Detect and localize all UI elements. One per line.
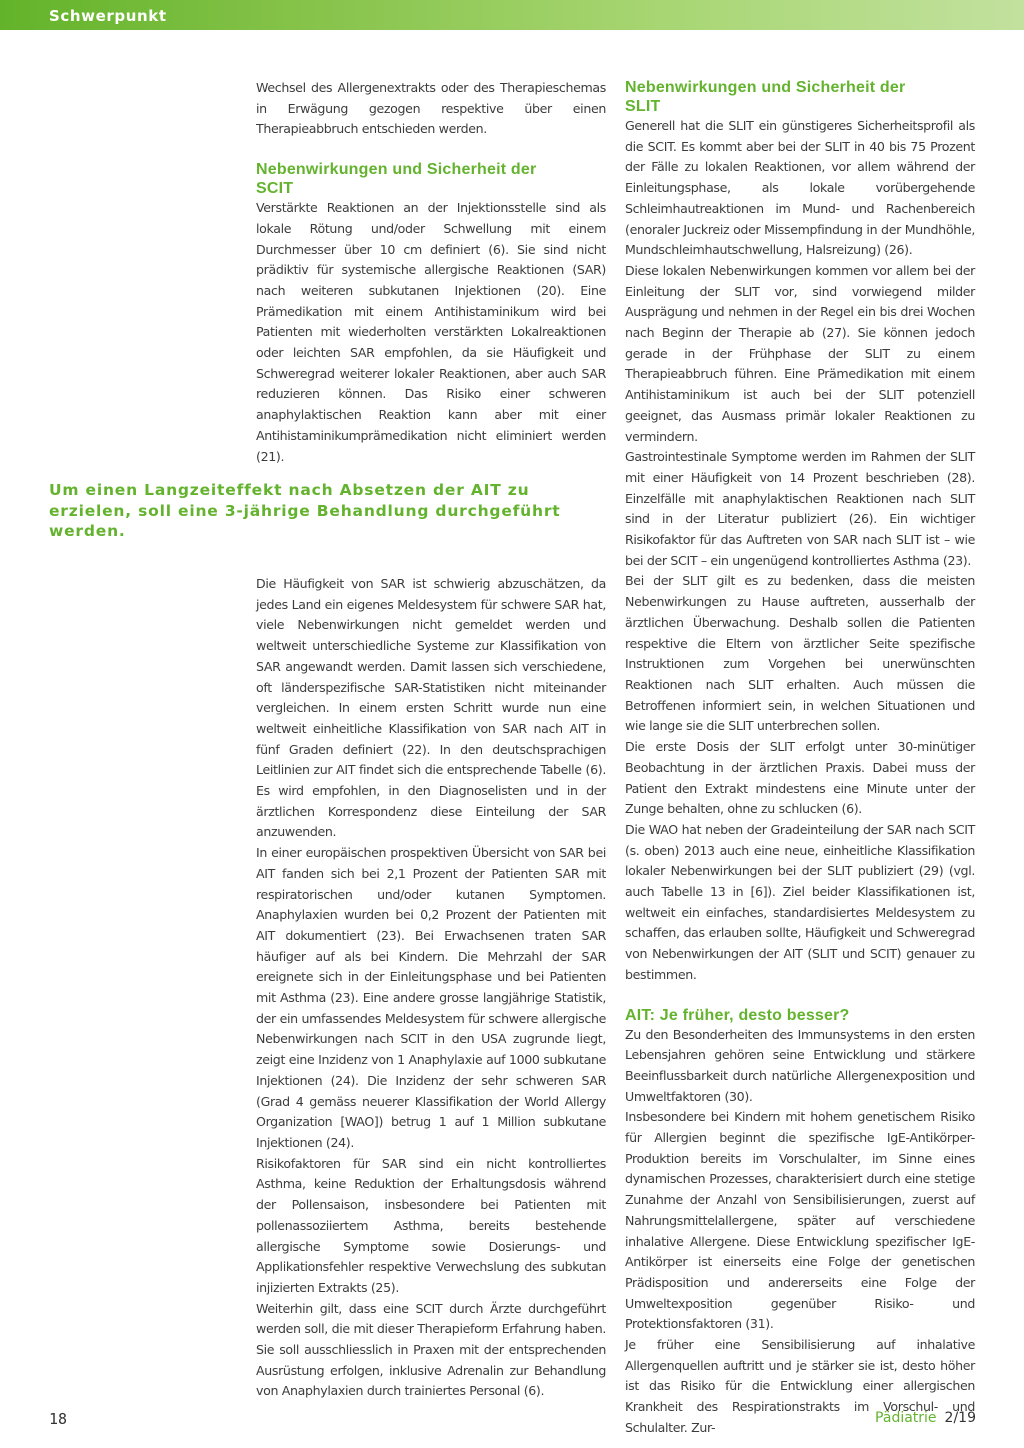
body-paragraph: Risikofaktoren für SAR sind ein nicht kontrolliertes Asthma, keine Reduktion der Erhaltungsdosis während der Pollensaison, insbesondere bei Patienten mit pollenassoziiertem Asthma, bereits bestehende allergische Symptome sowie Dosierungs- und Applikationsfehler respektive Verwechslung des subkutan injizierten Extrakts (25). <box>256 1155 606 1295</box>
page-number: 18 <box>49 1410 68 1428</box>
scit-heading: Nebenwirkungen und Sicherheit der SCIT <box>256 161 537 198</box>
body-paragraph: Bei der SLIT gilt es zu bedenken, dass die meisten Nebenwirkungen zu Hause auftreten, ausserhalb der ärztlichen Überwachung. Deshalb sollen die Patienten respektive die Eltern von ärztlicher Seite spezifische Instruktionen zum Vorgehen bei unerwünschten Reaktionen nach SLIT erhalten. Auch müssen die Betroffenen informiert sein, in welchen Situationen und wie lange sie die SLIT unterbrechen sollen. <box>625 573 975 734</box>
left-column-upper <box>256 78 606 467</box>
journal-footer <box>875 1410 976 1426</box>
body-paragraph: Diese lokalen Nebenwirkungen kommen vor allem bei der Einleitung der SLIT vor, sind vorwiegend milder Ausprägung und nehmen in der Regel ein bis drei Wochen nach Beginn der Therapie ab (27). Sie können jedoch gerade in der Frühphase der SLIT zu einem Therapieabbruch führen. Eine Prämedikation mit einem Antihistaminikum ist auch bei der SLIT potenziell geeignet, das Ausmass primär lokaler Reaktionen zu vermindern. <box>625 262 975 444</box>
issue-number: 2/19 <box>944 1410 976 1426</box>
intro-paragraph: Wechsel des Allergenextrakts oder des Therapieschemas in Erwägung gezogen respektive über einen Therapieabbruch entschieden werden. <box>256 80 606 137</box>
body-paragraph: Insbesondere bei Kindern mit hohem genetischem Risiko für Allergien beginnt die spezifische IgE-Antikörper-Produktion bereits im Vorschulalter, im Sinne eines dynamischen Prozesses, charakterisiert durch eine stetige Zunahme der Anzahl von Sensibilisierungen, zuerst auf Nahrungsmittelallergene, später auf verschiedene inhalative Allergene. Diese Entwicklung spezifischer IgE-Antikörper ist einerseits eine Folge der genetischen Prädisposition und andererseits eine Folge der Umweltexposition gegenüber Risiko- und Protektionsfaktoren (31). <box>625 1109 975 1332</box>
right-column <box>625 78 975 1439</box>
body-paragraph: Die erste Dosis der SLIT erfolgt unter 30-minütiger Beobachtung in der ärztlichen Praxis. Dabei muss der Patient den Extrakt mindestens eine Minute unter der Zunge behalten, ohne zu schlucken (6). <box>625 739 975 817</box>
body-paragraph: In einer europäischen prospektiven Übersicht von SAR bei AIT fanden sich bei 2,1 Prozent der Patienten SAR mit respiratorischen und/oder kutanen Symptomen. Anaphylaxien wurden bei 0,2 Prozent der Patienten mit AIT dokumentiert (23). Bei Erwachsenen traten SAR häufiger auf als bei Kindern. Die Mehrzahl der SAR ereignete sich in der Einleitungsphase und bei Patienten mit Asthma (23). Eine andere grosse langjährige Statistik, der ein umfassendes Meldesystem für schwere allergische Nebenwirkungen nach SCIT in den USA zugrunde liegt, zeigt eine Inzidenz von 1 Anaphylaxie auf 1000 subkutane Injektionen (24). Die Inzidenz der sehr schweren SAR (Grad 4 gemäss neuerer Klassifikation der World Allergy Organization [WAO]) betrug 1 auf 1 Million subkutane Injektionen (24). <box>256 845 606 1150</box>
body-paragraph: Die Häufigkeit von SAR ist schwierig abzuschätzen, da jedes Land ein eigenes Meldesystem für schwere SAR hat, viele Nebenwirkungen nicht gemeldet werden und weltweit unterschiedliche Systeme zur Klassifikation von SAR angewandt werden. Damit lassen sich verschiedene, oft länderspezifische SAR-Statistiken nicht miteinander vergleichen. In einem ersten Schritt wurde nun eine weltweit einheitliche Klassifikation von SAR nach AIT in fünf Graden definiert (22). In den deutschsprachigen Leitlinien zur AIT findet sich die entsprechende Tabelle (6). Es wird empfohlen, in den Diagnoselisten und in der ärztlichen Korrespondenz diese Einteilung der SAR anzuwenden. <box>256 576 606 840</box>
scit-paragraph: Verstärkte Reaktionen an der Injektionsstelle sind als lokale Rötung und/oder Schwellung mit einem Durchmesser über 10 cm definiert (6). Sie sind nicht prädiktiv für systemische allergische Reaktionen (SAR) nach weiteren subkutanen Injektionen (20). Eine Prämedikation mit einem Antihistaminikum wird bei Patienten mit wiederholten verstärkten Lokalreaktionen oder leichten SAR empfohlen, da sie Häufigkeit und Schweregrad weiterer lokaler Reaktionen, aber auch SAR reduzieren können. Das Risiko einer schweren anaphylaktischen Reaktion kann aber mit einer Antihistaminikumprämedikation nicht eliminiert werden (21). <box>256 200 606 464</box>
section-title: Schwerpunkt <box>49 7 167 25</box>
journal-name: Pädiatrie <box>875 1410 937 1426</box>
body-paragraph: Die WAO hat neben der Gradeinteilung der SAR nach SCIT (s. oben) 2013 auch eine neue, einheitliche Klassifikation lokaler Nebenwirkungen bei der SLIT publiziert (29) (vgl. auch Tabelle 13 in [6]). Ziel beider Klassifikationen ist, weltweit ein einfaches, standardisiertes Meldesystem zu schaffen, das erlauben sollte, Häufigkeit und Schweregrad von Nebenwirkungen der AIT (SLIT und SCIT) genauer zu bestimmen. <box>625 821 975 982</box>
left-column-lower <box>256 574 606 1402</box>
body-paragraph: Generell hat die SLIT ein günstigeres Sicherheitsprofil als die SCIT. Es kommt aber bei der SLIT in 40 bis 75 Prozent der Fälle zu lokalen Reaktionen, vor allem während der Einleitungsphase, als lokale vorübergehende Schleimhautreaktionen im Mund- und Rachenbereich (enoraler Juckreiz oder Missempfindung in der Mundhöhle, Mundschleimhautschwellung, Halsreizung) (26). <box>625 118 975 258</box>
pull-quote: Um einen Langzeiteffekt nach Absetzen der AIT zu erzielen, soll eine 3-jährige Behandlung durchgeführt werden. <box>49 481 561 540</box>
body-paragraph: Je früher eine Sensibilisierung auf inhalative Allergenquellen auftritt und je stärker sie ist, desto höher ist das Risiko für die Entwicklung einer allergischen Krankheit des Respirationstrakts im Vorschul- und Schulalter. Zur- <box>625 1337 975 1435</box>
body-paragraph: Gastrointestinale Symptome werden im Rahmen der SLIT mit einer Häufigkeit von 14 Prozent beschrieben (28). Einzelfälle mit anaphylaktischen Reaktionen nach SLIT sind in der Literatur publiziert (26). Ein wichtiger Risikofaktor für das Auftreten von SAR nach SLIT ist – wie bei der SCIT – ein ungenügend kontrolliertes Asthma (23). <box>625 449 975 568</box>
body-paragraph: Zu den Besonderheiten des Immunsystems in den ersten Lebensjahren gehören seine Entwicklung und stärkere Beeinflussbarkeit durch natürliche Allergenexposition und Umweltfaktoren (30). <box>625 1026 975 1104</box>
body-paragraph: Weiterhin gilt, dass eine SCIT durch Ärzte durchgeführt werden soll, die mit dieser Therapieform Erfahrung haben. Sie soll ausschliesslich in Praxen mit der entsprechenden Ausrüstung erfolgen, inklusive Adrenalin zur Behandlung von Anaphylaxien durch trainiertes Personal (6). <box>256 1300 606 1399</box>
slit-heading: Nebenwirkungen und Sicherheit der SLIT <box>625 79 906 115</box>
ait-heading: AIT: Je früher, desto besser? <box>625 1006 850 1024</box>
section-header-bar <box>0 0 1024 30</box>
